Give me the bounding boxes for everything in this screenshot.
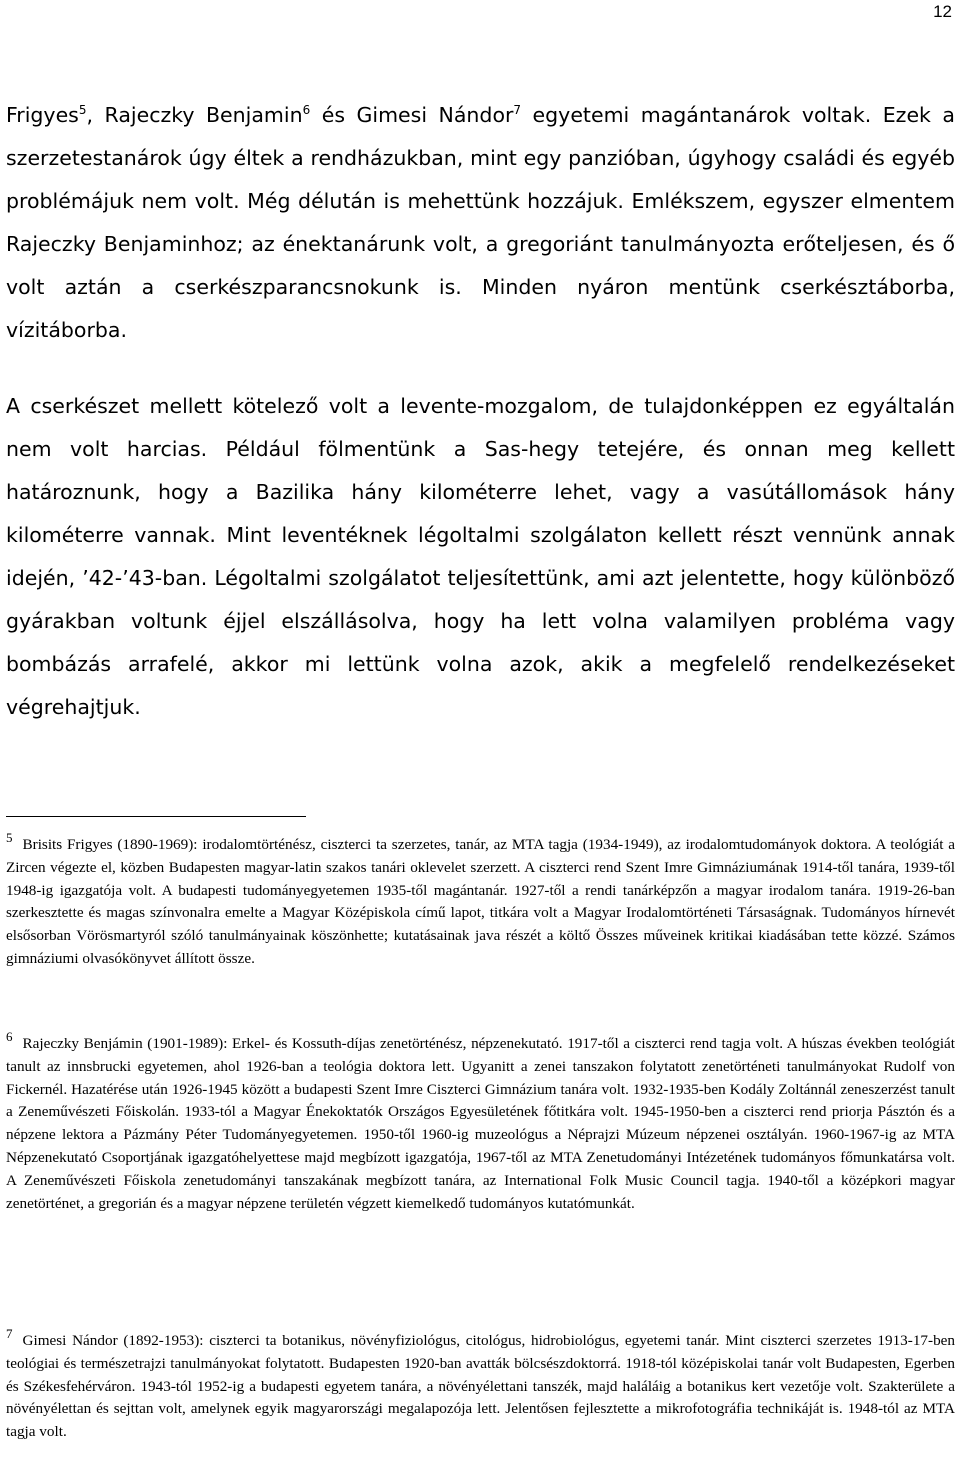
paragraph-text: egyetemi magántanárok voltak. Ezek a szerzetestanárok úgy éltek a rendházukban, mint egy panzióban, úgyhogy családi és egyéb problémájuk nem volt. Még délután is mehettünk hozzájuk. Emlékszem, egyszer elmentem Rajeczky Benjaminhoz; az énektanárunk volt, a gregoriánt tanulmányozta erőteljesen, és ő volt aztán a cserkészparancsnokunk is. Minden nyáron mentünk cserkésztáborba, vízitáborba.	[6, 103, 955, 342]
paragraph-text: , Rajeczky Benjamin	[86, 103, 303, 127]
footnote-mark: 5	[6, 830, 13, 845]
footnote-5	[6, 830, 955, 971]
footnote-text: Gimesi Nándor (1892-1953): ciszterci ta botanikus, növényfiziológus, citológus, hidrobiológus, egyetemi tanár. Mint ciszterci szerzetes 1913-17-ben teológiai és természetrajzi tanulmányokat folytatott. Budapesten 1920-ban avatták bölcsészdoktorrá. 1918-tól középiskolai tanár volt Budapesten, Egerben és Székesfehérváron. 1943-tól 1952-ig a budapesti egyetem tanára, a növényélettani tanszék, majd haláláig a botanikus kert vezetője volt. Szakterülete a növényélettan és sejttan volt, amelynek egyik magyarországi megalapozója lett. Jelentősen fejlesztette a mikrofotográfia technikáját is. 1948-tól az MTA tagja volt.	[6, 1332, 955, 1441]
body-paragraph-1	[6, 94, 955, 352]
page-number: 12	[933, 2, 952, 21]
footnote-ref-7[interactable]: 7	[513, 103, 522, 118]
paragraph-text: Frigyes	[6, 103, 79, 127]
footnote-ref-5[interactable]: 5	[78, 103, 87, 118]
footnote-separator	[6, 816, 306, 817]
body-paragraph-2: A cserkészet mellett kötelező volt a levente-mozgalom, de tulajdonképpen ez egyáltalán nem volt harcias. Például fölmentünk a Sas-hegy tetejére, és onnan meg kellett határoznunk, hogy a Bazilika hány kilométerre lehet, vagy a vasútállomások hány kilométerre vannak. Mint leventéknek légoltalmi szolgálaton kellett részt vennünk annak idején, ’42-’43-ban. Légoltalmi szolgálatot teljesítettünk, ami azt jelentette, hogy különböző gyárakban voltunk éjjel elszállásolva, hogy ha lett volna valamilyen probléma vagy bombázás arrafelé, akkor mi lettünk volna azok, akik a megfelelő rendelkezéseket végrehajtjuk.	[6, 394, 955, 719]
footnote-text: Brisits Frigyes (1890-1969): irodalomtörténész, ciszterci ta szerzetes, tanár, az MTA tagja (1934-1949), az irodalomtudományok doktora. A teológiát a Zircen végezte el, közben Budapesten magyar-latin szakos tanári oklevelet szerzett. A ciszterci rend Szent Imre Gimnáziumának 1914-től tanára, 1939-től 1948-ig igazgatója volt. A budapesti tudományegyetemen 1935-től magántanár. 1927-től a rendi tanárképzőn a magyar irodalom tanára. 1919-26-ban szerkesztette és magas színvonalra emelte a Magyar Középiskola című lapot, titkára volt a Magyar Irodalomtörténeti Társaságnak. Tudományos hírnevét elsősorban Vörösmartyról szóló tanulmányainak köszönhette; kutatásainak java részét a költő Összes műveinek kritikai kiadásában tette közzé. Számos gimnáziumi olvasókönyvet állított össze.	[6, 836, 955, 967]
footnote-text: Rajeczky Benjámin (1901-1989): Erkel- és Kossuth-díjas zenetörténész, népzenekutató. 1917-től a ciszterci rend tagja volt. A húszas években teológiát tanult az innsbrucki egyetemen, ahol 1926-ban a teológia doktora lett. Ugyanitt a zenei tanszakon folytatott zenetörténeti tanulmányokat Rudolf von Fickernél. Hazatérése után 1926-1945 között a budapesti Szent Imre Ciszterci Gimnázium tanára volt. 1932-1935-ben Kodály Zoltánnál zeneszerzést tanult a Zeneművészeti Főiskolán. 1933-tól a Magyar Énekoktatók Országos Egyesületének főtitkára volt. 1945-1950-ben a ciszterci rend priorja Pásztón és a népzene lektora a Pázmány Péter Tudományegyetemen. 1950-től 1960-ig muzeológus a Néprajzi Múzeum népzenei osztályán. 1960-1967-ig az MTA Népzenekutató Csoportjának igazgatóhelyettese majd megbízott igazgatója, 1967-től az MTA Zenetudományi Intézetének tudományos főmunkatársa volt. A Zeneművészeti Főiskola zenetudományi tanszakának megbízott tanára, az International Folk Music Council tagja. 1940-től a középkori magyar zenetörténet, a gregorián és a magyar népzene területén végzett kiemelkedő tudományos kutatómunkát.	[6, 1035, 955, 1212]
footnote-7	[6, 1326, 955, 1444]
footnote-6	[6, 1029, 955, 1215]
paragraph-text: és Gimesi Nándor	[310, 103, 514, 127]
footnote-ref-6[interactable]: 6	[302, 103, 311, 118]
footnote-mark: 7	[6, 1326, 13, 1341]
footnote-mark: 6	[6, 1029, 13, 1044]
